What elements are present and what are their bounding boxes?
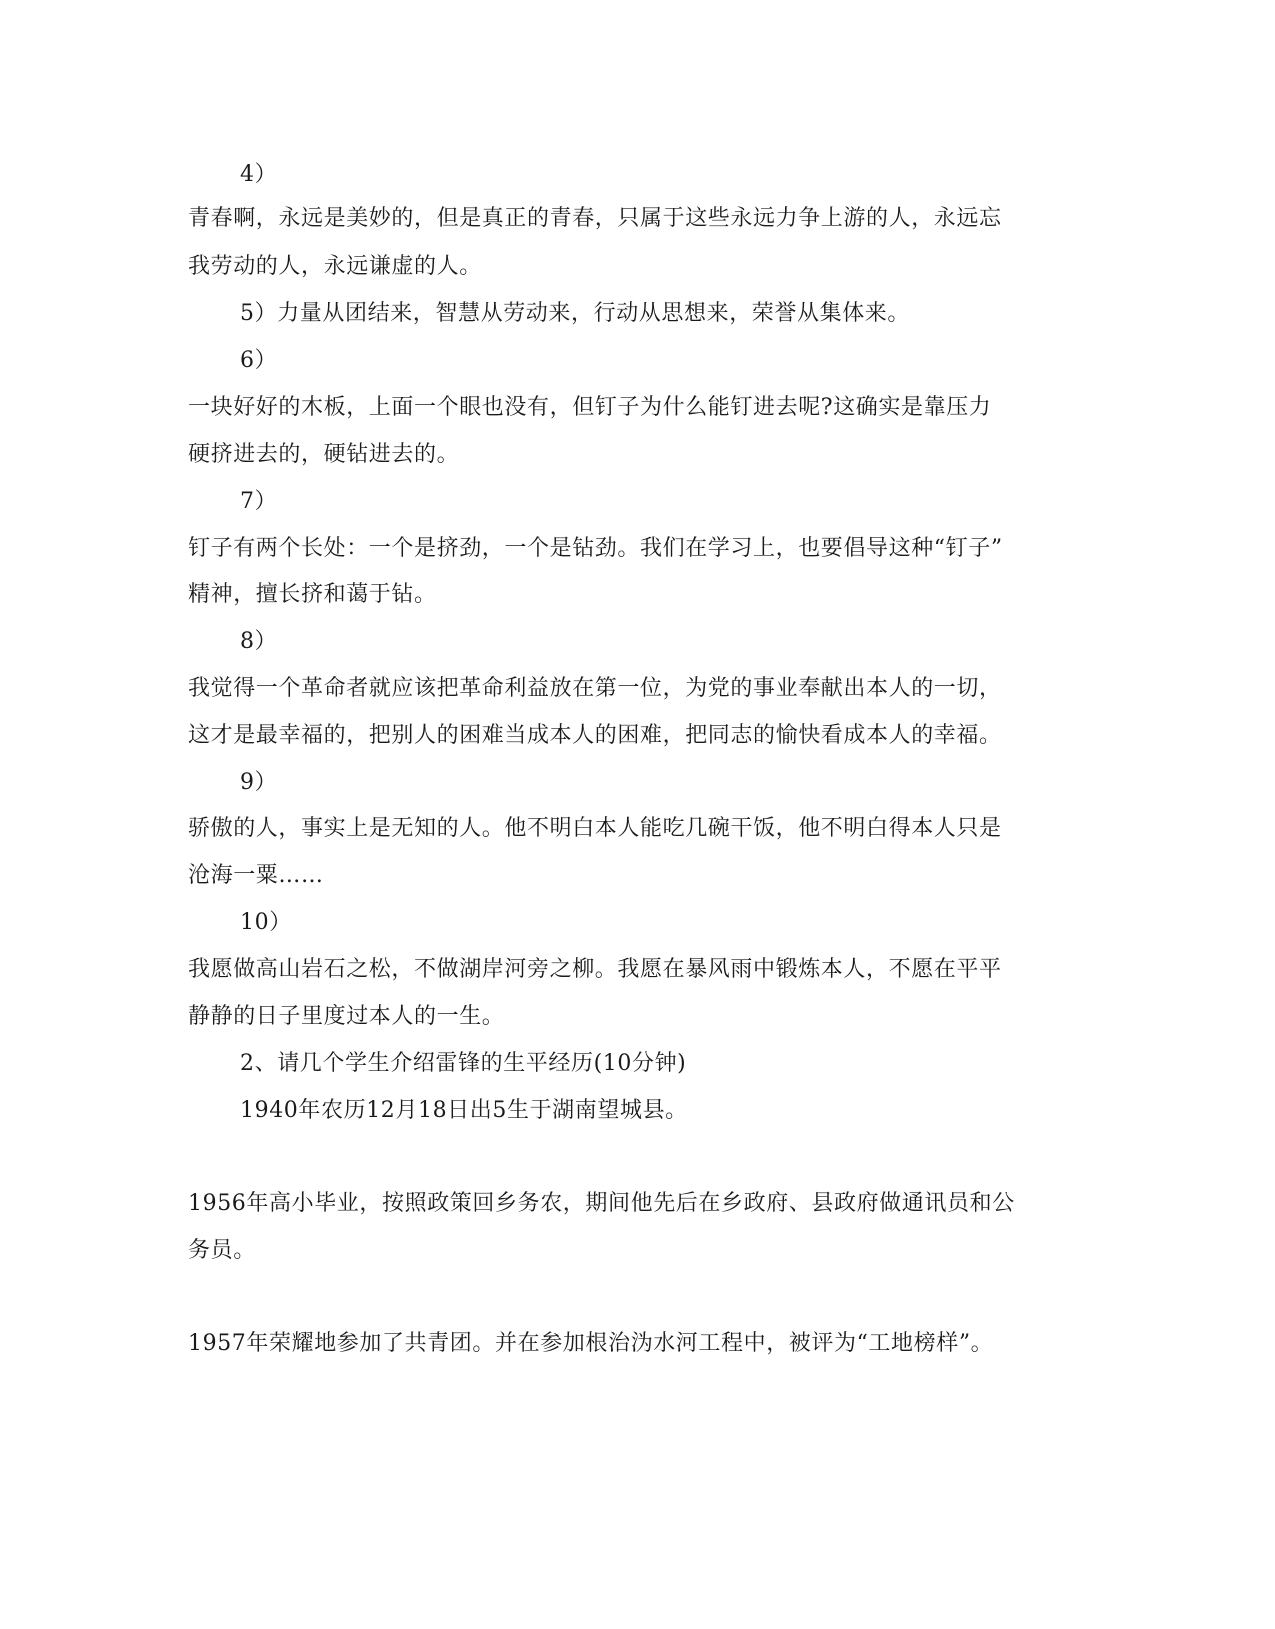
paragraph-line: 沧海一粟…… <box>188 863 324 888</box>
paragraph-line: 我愿做高山岩石之松，不做湖岸河旁之柳。我愿在暴风雨中锻炼本人，不愿在平平 <box>188 957 1002 982</box>
paragraph-line: 青春啊，永远是美妙的，但是真正的青春，只属于这些永远力争上游的人，永远忘 <box>188 206 1002 231</box>
item-number-10: 10） <box>240 910 292 935</box>
paragraph-line: 这才是最幸福的，把别人的困难当成本人的困难，把同志的愉快看成本人的幸福。 <box>188 723 1002 748</box>
paragraph-line: 务员。 <box>188 1238 256 1263</box>
section-heading: 2、请几个学生介绍雷锋的生平经历(10分钟) <box>240 1051 687 1076</box>
paragraph-line: 5）力量从团结来，智慧从劳动来，行动从思想来，荣誉从集体来。 <box>240 301 910 326</box>
paragraph-line: 静静的日子里度过本人的一生。 <box>188 1004 505 1029</box>
paragraph-line: 精神，擅长挤和蔼于钻。 <box>188 582 437 607</box>
item-number-4: 4） <box>240 162 278 187</box>
item-number-6: 6） <box>240 348 278 373</box>
paragraph-line: 钉子有两个长处：一个是挤劲，一个是钻劲。我们在学习上，也要倡导这种“钉子” <box>188 536 1003 561</box>
paragraph-line: 我劳动的人，永远谦虚的人。 <box>188 254 482 279</box>
paragraph-line: 一块好好的木板，上面一个眼也没有，但钉子为什么能钉进去呢?这确实是靠压力 <box>188 395 992 420</box>
item-number-8: 8） <box>240 629 278 654</box>
item-number-9: 9） <box>240 770 278 795</box>
paragraph-line: 我觉得一个革命者就应该把革命利益放在第一位，为党的事业奉献出本人的一切， <box>188 676 1002 701</box>
paragraph-line: 骄傲的人，事实上是无知的人。他不明白本人能吃几碗干饭，他不明白得本人只是 <box>188 816 1002 841</box>
paragraph-line: 1956年高小毕业，按照政策回乡务农，期间他先后在乡政府、县政府做通讯员和公 <box>188 1191 1015 1216</box>
paragraph-line: 1940年农历12月18日出5生于湖南望城县。 <box>240 1098 688 1123</box>
paragraph-line: 硬挤进去的，硬钻进去的。 <box>188 442 460 467</box>
item-number-7: 7） <box>240 489 278 514</box>
paragraph-line: 1957年荣耀地参加了共青团。并在参加根治沩水河工程中，被评为“工地榜样”。 <box>188 1331 994 1356</box>
